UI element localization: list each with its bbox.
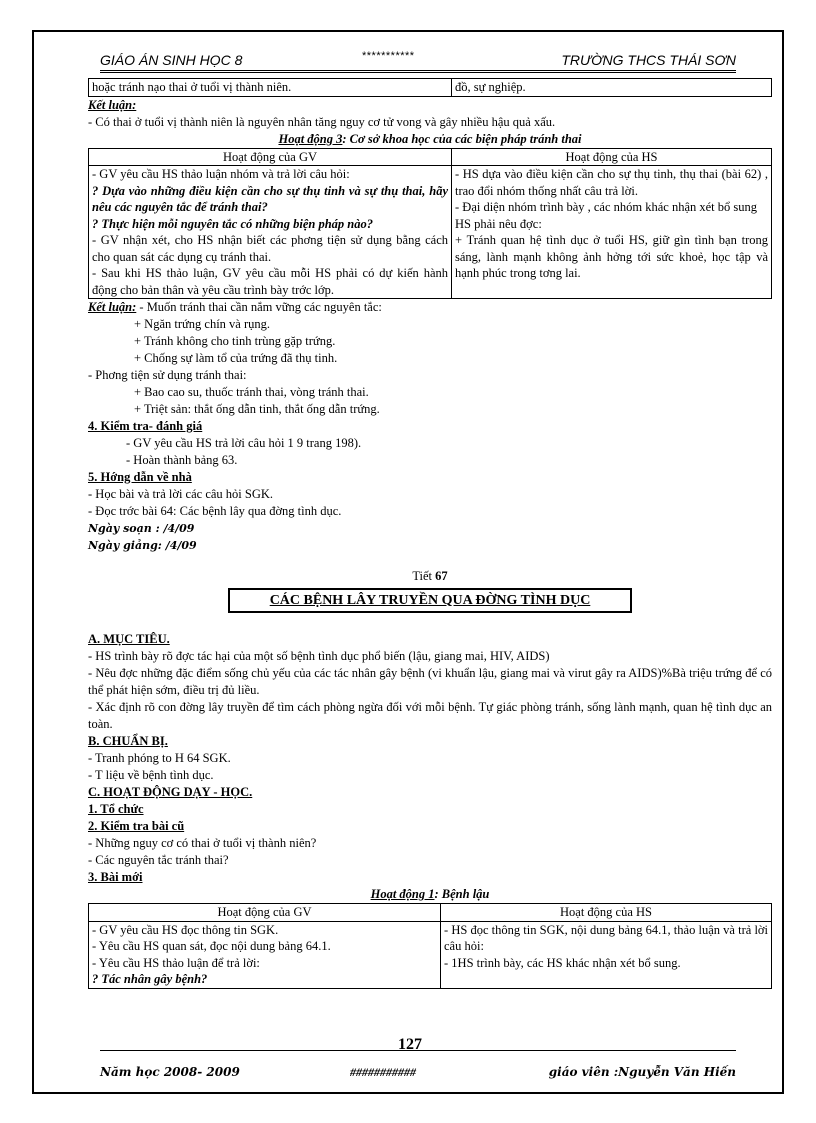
hs-item: - HS dựa vào điều kiện cần cho sự thụ tinh, thụ thai (bài 62) , trao đổi nhóm thống nhất câu trả lời. (455, 167, 768, 198)
lesson-number-value: 67 (435, 569, 448, 583)
list-item: + Bao cao su, thuốc tránh thai, vòng tránh thai. (134, 385, 369, 399)
column-header-gv: Hoạt động của GV (89, 904, 441, 922)
hs-item: - Đại diện nhóm trình bày , các nhóm khác nhận xét bổ sung (455, 200, 758, 214)
table-header-row (89, 148, 772, 166)
list-item: - Tranh phóng to H 64 SGK. (88, 751, 231, 765)
table-row (89, 166, 772, 299)
table-cell-gv (89, 921, 441, 988)
footer-center: ########### (350, 1065, 416, 1079)
table-cell: hoặc tránh nạo thai ở tuổi vị thành niên. (89, 79, 452, 97)
activity-1-title (88, 886, 772, 903)
list-item: - T liệu về bệnh tình dục. (88, 768, 214, 782)
conclusion-heading: Kết luận: (88, 97, 137, 112)
assessment-heading: 4. Kiểm tra- đánh giá (88, 419, 203, 433)
activity-3-title-label: Hoạt động 3 (278, 131, 343, 146)
list-item: + Tránh không cho tinh trùng gặp trứng. (134, 334, 336, 348)
hs-item: + Tránh quan hệ tình dục ở tuổi HS, giữ gìn tình bạn trong sáng, lành mạnh không ảnh hởng tới sức khoẻ, học tập và hạnh phúc trong tơng lai. (455, 233, 768, 280)
means-heading: - Phơng tiện sử dụng tránh thai: (88, 368, 247, 382)
gv-question: ? Thực hiện mỗi nguyên tắc có những biện pháp nào? (92, 216, 373, 231)
new-lesson-heading: 3. Bài mới (88, 870, 143, 884)
conclusion-text: - Có thai ở tuổi vị thành niên là nguyên nhân tăng nguy cơ tử vong và gây nhiều hậu quả xấu. (88, 114, 556, 129)
list-item: + Triệt sản: thắt ống dẫn tinh, thắt ống dẫn trứng. (134, 402, 380, 416)
list-item: - Hoàn thành bảng 63. (126, 453, 238, 467)
conclusion-2-lead: - Muốn tránh thai cần nắm vững các nguyên tắc: (136, 300, 382, 314)
activity-1-title-label: Hoạt động 1 (370, 887, 435, 901)
list-item: - HS trình bày rõ đợc tác hại của một số bệnh tình dục phổ biến (lậu, giang mai, HIV, AIDS) (88, 649, 550, 663)
hs-item: HS phải nêu đợc: (455, 216, 542, 231)
activity-1-title-rest: : Bệnh lậu (434, 887, 490, 901)
homework-heading: 5. Hớng dẫn về nhà (88, 470, 192, 484)
gv-item: - GV yêu cầu HS đọc thông tin SGK. (92, 922, 279, 937)
objectives-heading: A. MỤC TIÊU. (88, 632, 170, 646)
footer-left: Năm học 2008- 2009 (100, 1065, 240, 1079)
gv-item: - Yêu cầu HS quan sát, đọc nội dung bảng 64.1. (92, 939, 331, 953)
list-item: + Chống sự làm tổ của trứng đã thụ tinh. (134, 351, 338, 365)
activity-3-title (88, 131, 772, 148)
table-cell-gv (89, 166, 452, 299)
lesson-number (88, 568, 772, 585)
list-item: + Ngăn trứng chín và rụng. (134, 317, 271, 331)
teach-date: Ngày giảng: /4/09 (88, 539, 197, 552)
header-center: *********** (362, 50, 415, 62)
footer-right: giáo viên :Nguyễn Văn Hiến (548, 1065, 736, 1079)
conclusion-2 (88, 299, 772, 316)
activities-heading: C. HOẠT ĐỘNG DẠY - HỌC. (88, 785, 253, 799)
gv-item: - GV yêu cầu HS thảo luận nhóm và trả lời câu hỏi: (92, 167, 350, 181)
gv-item: - Sau khi HS thảo luận, GV yêu cầu mỗi HS phải có dự kiến hành động cho bản thân và yêu cầu trình bày trớc lớp. (92, 266, 448, 297)
page-footer (100, 1050, 736, 1081)
organization-heading: 1. Tổ chức (88, 802, 144, 816)
header-right: TRƯỜNG THCS THÁI SƠN (561, 52, 736, 68)
page-number: 127 (398, 1036, 422, 1053)
list-item: - GV yêu cầu HS trả lời câu hỏi 1 9 trang 198). (126, 436, 362, 450)
gv-item: - Yêu cầu HS thảo luận để trả lời: (92, 955, 260, 970)
list-item: - Đọc trớc bài 64: Các bệnh lây qua đờng tình dục. (88, 504, 342, 518)
old-lesson-check-heading: 2. Kiểm tra bài cũ (88, 819, 185, 833)
table-cell: đồ, sự nghiệp. (452, 79, 772, 97)
gv-question: ? Tác nhân gây bệnh? (92, 972, 208, 986)
table-row (89, 79, 772, 97)
document-body (88, 78, 772, 989)
list-item: - Học bài và trả lời các câu hỏi SGK. (88, 487, 274, 501)
activity-1-table (88, 903, 772, 989)
header-left: GIÁO ÁN SINH HỌC 8 (100, 52, 243, 68)
page-header (100, 50, 736, 71)
list-item: - Các nguyên tắc tránh thai? (88, 853, 229, 867)
lesson-number-label: Tiết (412, 569, 436, 583)
table-cell-hs (441, 921, 772, 988)
lesson-title: CÁC BỆNH LÂY TRUYỀN QUA ĐỜNG TÌNH DỤC (228, 588, 632, 613)
conclusion-2-heading: Kết luận: (88, 300, 137, 314)
gv-item: - GV nhận xét, cho HS nhận biết các phơng tiện sử dụng bằng cách cho quan sát các dụng cụ tránh thai. (92, 233, 448, 264)
table-row (89, 921, 772, 988)
hs-item: - 1HS trình bày, các HS khác nhận xét bổ sung. (444, 955, 681, 970)
activity-3-title-rest: : Cơ sở khoa học của các biện pháp tránh thai (342, 131, 582, 146)
table-header-row (89, 904, 772, 922)
top-continuation-table (88, 78, 772, 97)
prep-date: Ngày soạn : /4/09 (88, 522, 195, 535)
activity-3-table (88, 148, 772, 300)
table-cell-hs (452, 166, 772, 299)
gv-question: ? Dựa vào những điều kiện cần cho sự thụ tinh và sự thụ thai, hãy nêu các nguyên tắc để tránh thai? (92, 183, 448, 214)
column-header-hs: Hoạt động của HS (441, 904, 772, 922)
column-header-gv: Hoạt động của GV (89, 148, 452, 166)
hs-item: - HS đọc thông tin SGK, nội dung bảng 64.1, thảo luận và trả lời câu hỏi: (444, 922, 768, 953)
list-item: - Xác định rõ con đờng lây truyền để tìm cách phòng ngừa đối với mỗi bệnh. Tự giác phòng tránh, sống lành mạnh, quan hệ tình dục an toàn. (88, 700, 772, 731)
column-header-hs: Hoạt động của HS (452, 148, 772, 166)
list-item: - Những nguy cơ có thai ở tuổi vị thành niên? (88, 836, 317, 850)
preparation-heading: B. CHUẨN BỊ. (88, 734, 168, 748)
list-item: - Nêu đợc những đặc điểm sống chủ yếu của các tác nhân gây bệnh (vi khuẩn lậu, giang mai và virut gây ra AIDS)%Bà triệu trứng để có thể phát hiện sớm, điều trị đủ liều. (88, 666, 772, 697)
